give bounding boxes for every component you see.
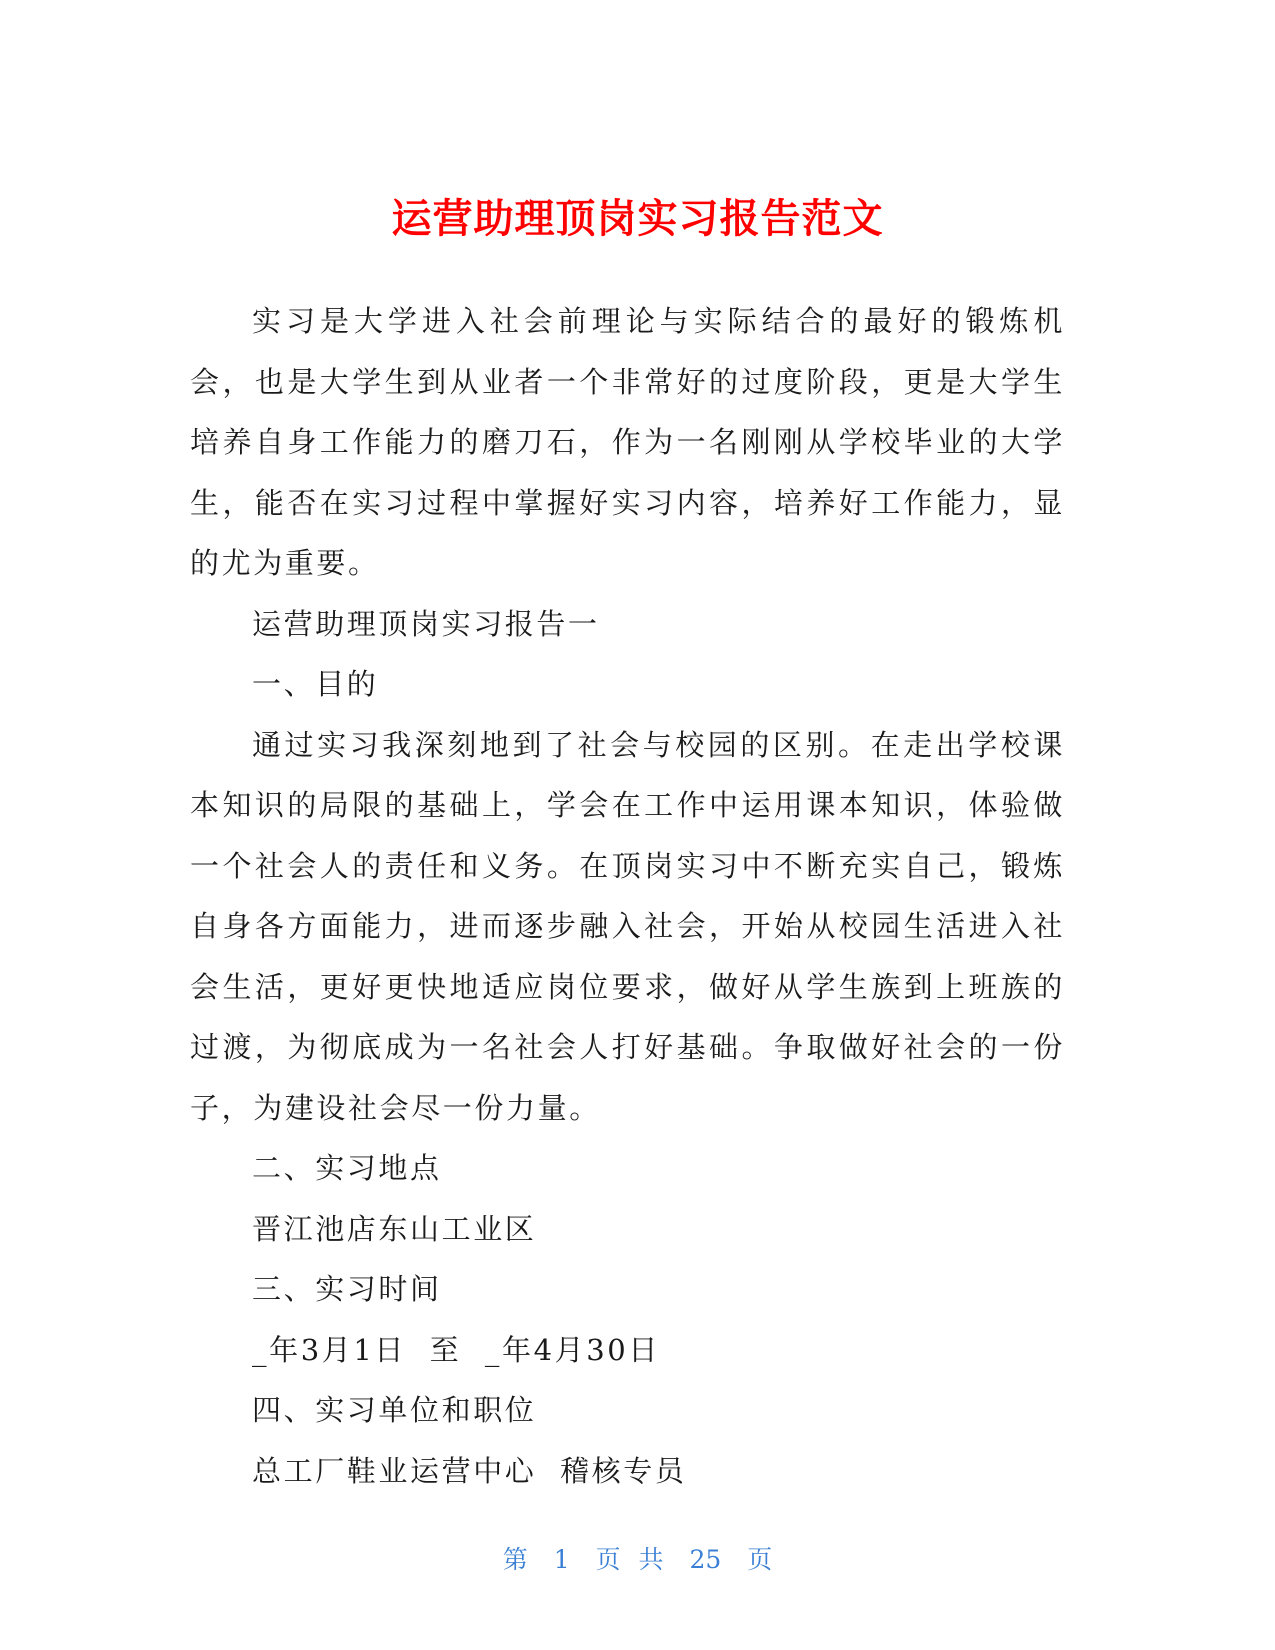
footer-total-pages: 25	[689, 1545, 722, 1574]
section-heading-unit: 四、实习单位和职位	[252, 1393, 537, 1427]
location-text: 晋江池店东山工业区	[252, 1211, 537, 1246]
purpose-paragraph: 通过实习我深刻地到了社会与校园的区别。在走出学校课本知识的局限的基础上，学会在工作中运用课本知识，体验做一个社会人的责任和义务。在顶岗实习中不断充实自己，锻炼自身各方面能力，进而逐步融入社会，开始从校园生活进入社会生活，更好更快地适应岗位要求，做好从学生族到上班族的过渡，为彻底成为一名社会人打好基础。争取做好社会的一份子，为建设社会尽一份力量。	[190, 727, 1065, 1125]
section-heading-location: 二、实习地点	[252, 1151, 442, 1185]
section-heading-time: 三、实习时间	[252, 1272, 442, 1306]
footer-current-page: 1	[553, 1545, 570, 1574]
intro-paragraph: 实习是大学进入社会前理论与实际结合的最好的锻炼机会，也是大学生到从业者一个非常好的过度阶段，更是大学生培养自身工作能力的磨刀石，作为一名刚刚从学校毕业的大学生，能否在实习过程中掌握好实习内容，培养好工作能力，显的尤为重要。	[190, 304, 1065, 580]
footer-middle: 页 共	[595, 1545, 664, 1574]
section-heading-purpose: 一、目的	[252, 667, 379, 701]
time-text: _年3月1日 至 _年4月30日	[252, 1332, 660, 1367]
document-title: 运营助理顶岗实习报告范文	[391, 195, 884, 242]
report-subtitle: 运营助理顶岗实习报告一	[252, 606, 600, 641]
footer-prefix: 第	[502, 1545, 528, 1574]
page-footer	[0, 1543, 1275, 1577]
document-body	[190, 291, 1065, 1501]
footer-suffix: 页	[747, 1545, 773, 1574]
unit-text: 总工厂鞋业运营中心 稽核专员	[252, 1453, 687, 1488]
